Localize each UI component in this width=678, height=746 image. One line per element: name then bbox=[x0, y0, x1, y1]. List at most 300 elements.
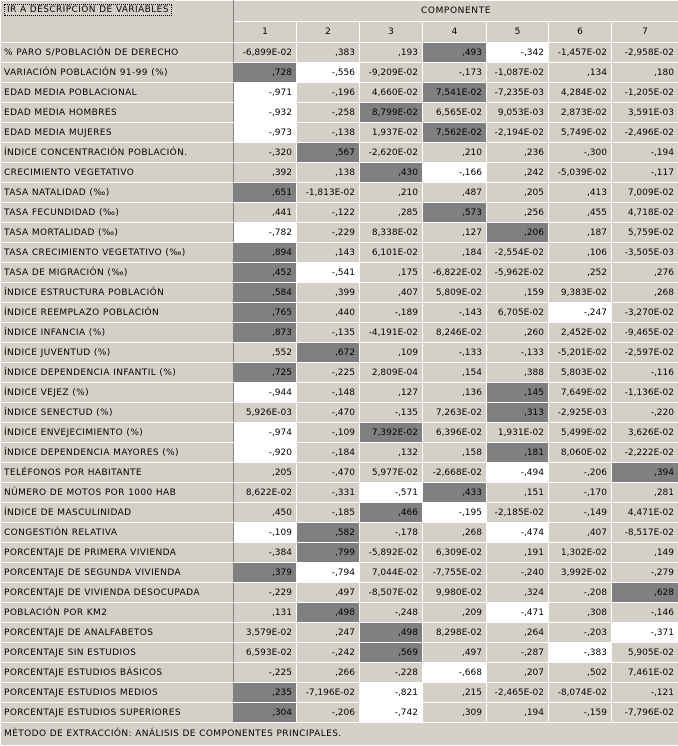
table-cell[interactable]: ,266 bbox=[297, 663, 360, 683]
table-cell[interactable]: 5,759E-02 bbox=[612, 223, 678, 243]
table-cell[interactable]: -2,185E-02 bbox=[487, 503, 549, 523]
table-cell[interactable]: -,135 bbox=[297, 323, 360, 343]
table-cell[interactable]: 4,471E-02 bbox=[612, 503, 678, 523]
table-cell[interactable]: -2,597E-02 bbox=[612, 343, 678, 363]
table-cell[interactable]: -,189 bbox=[360, 303, 423, 323]
column-header: 3 bbox=[360, 22, 423, 43]
table-cell[interactable]: ,175 bbox=[360, 263, 423, 283]
table-cell[interactable]: 2,452E-02 bbox=[549, 323, 612, 343]
table-cell[interactable]: ,247 bbox=[297, 623, 360, 643]
table-cell[interactable]: -2,194E-02 bbox=[487, 123, 549, 143]
table-cell[interactable]: 3,992E-02 bbox=[549, 563, 612, 583]
table-cell[interactable]: -1,136E-02 bbox=[612, 383, 678, 403]
table-cell[interactable]: ,430 bbox=[360, 163, 423, 183]
table-cell[interactable]: ,502 bbox=[549, 663, 612, 683]
table-cell[interactable]: ,394 bbox=[612, 463, 678, 483]
row-label: TASA FECUNDIDAD (‰) bbox=[1, 203, 234, 223]
table-cell[interactable]: ,210 bbox=[423, 143, 487, 163]
table-cell[interactable]: ,184 bbox=[423, 243, 487, 263]
row-label: ÍNDICE ESTRUCTURA POBLACIÓN bbox=[1, 283, 234, 303]
table-cell[interactable]: ,151 bbox=[487, 483, 549, 503]
column-header: 1 bbox=[234, 22, 297, 43]
table-cell[interactable]: ,194 bbox=[487, 703, 549, 723]
table-cell[interactable]: ,493 bbox=[423, 43, 487, 63]
table-row bbox=[1, 143, 678, 163]
table-row bbox=[1, 703, 678, 723]
table-cell[interactable]: ,433 bbox=[423, 483, 487, 503]
table-cell[interactable]: -,185 bbox=[297, 503, 360, 523]
table-cell[interactable]: 6,101E-02 bbox=[360, 243, 423, 263]
row-label: ÍNDICE DE MASCULINIDAD bbox=[1, 503, 234, 523]
row-label: EDAD MEDIA MUJERES bbox=[1, 123, 234, 143]
table-cell[interactable]: -1,205E-02 bbox=[612, 83, 678, 103]
table-cell[interactable]: -,300 bbox=[549, 143, 612, 163]
table-cell[interactable]: -5,962E-02 bbox=[487, 263, 549, 283]
table-cell[interactable]: ,127 bbox=[423, 223, 487, 243]
table-row bbox=[1, 323, 678, 343]
table-row bbox=[1, 643, 678, 663]
table-cell[interactable]: -,920 bbox=[234, 443, 297, 463]
table-cell[interactable]: -6,822E-02 bbox=[423, 263, 487, 283]
table-cell[interactable]: -,248 bbox=[360, 603, 423, 623]
table-row bbox=[1, 83, 678, 103]
variable-description-link[interactable] bbox=[1, 1, 234, 43]
table-row bbox=[1, 223, 678, 243]
table-cell[interactable]: ,210 bbox=[360, 183, 423, 203]
table-cell[interactable]: ,407 bbox=[360, 283, 423, 303]
table-cell[interactable]: 5,926E-03 bbox=[234, 403, 297, 423]
table-cell[interactable]: ,383 bbox=[297, 43, 360, 63]
table-cell[interactable]: ,260 bbox=[487, 323, 549, 343]
table-cell[interactable]: 8,298E-02 bbox=[423, 623, 487, 643]
table-cell[interactable]: 6,396E-02 bbox=[423, 423, 487, 443]
table-cell[interactable]: -,258 bbox=[297, 103, 360, 123]
table-cell[interactable]: -,342 bbox=[487, 43, 549, 63]
table-cell[interactable]: 5,905E-02 bbox=[612, 643, 678, 663]
table-cell[interactable]: ,651 bbox=[234, 183, 297, 203]
table-cell[interactable]: -8,517E-02 bbox=[612, 523, 678, 543]
table-cell[interactable]: ,407 bbox=[549, 523, 612, 543]
table-cell[interactable]: -8,507E-02 bbox=[360, 583, 423, 603]
table-cell[interactable]: ,281 bbox=[612, 483, 678, 503]
table-cell[interactable]: ,584 bbox=[234, 283, 297, 303]
row-label: PORCENTAJE ESTUDIOS MEDIOS bbox=[1, 683, 234, 703]
row-label: PORCENTAJE ESTUDIOS BÁSICOS bbox=[1, 663, 234, 683]
row-label: PORCENTAJE DE VIVIENDA DESOCUPADA bbox=[1, 583, 234, 603]
table-cell[interactable]: -,159 bbox=[549, 703, 612, 723]
table-cell[interactable]: -,206 bbox=[297, 703, 360, 723]
table-cell[interactable]: ,392 bbox=[234, 163, 297, 183]
table-cell[interactable]: ,131 bbox=[234, 603, 297, 623]
table-cell[interactable]: -,974 bbox=[234, 423, 297, 443]
row-label: ÍNDICE JUVENTUD (%) bbox=[1, 343, 234, 363]
table-cell[interactable]: -,228 bbox=[360, 663, 423, 683]
table-cell[interactable]: -7,235E-03 bbox=[487, 83, 549, 103]
row-label: NÚMERO DE MOTOS POR 1000 HAB bbox=[1, 483, 234, 503]
table-cell[interactable]: ,569 bbox=[360, 643, 423, 663]
table-cell[interactable]: 5,803E-02 bbox=[549, 363, 612, 383]
table-row bbox=[1, 563, 678, 583]
row-label: TASA NATALIDAD (‰) bbox=[1, 183, 234, 203]
table-cell[interactable]: ,388 bbox=[487, 363, 549, 383]
table-row bbox=[1, 423, 678, 443]
table-cell[interactable]: 2,809E-04 bbox=[360, 363, 423, 383]
table-cell[interactable]: -,148 bbox=[297, 383, 360, 403]
table-cell[interactable]: -,944 bbox=[234, 383, 297, 403]
table-cell[interactable]: -,973 bbox=[234, 123, 297, 143]
table-cell[interactable]: ,498 bbox=[297, 603, 360, 623]
table-cell[interactable]: ,132 bbox=[360, 443, 423, 463]
table-cell[interactable]: -,146 bbox=[612, 603, 678, 623]
table-cell[interactable]: -7,755E-02 bbox=[423, 563, 487, 583]
table-cell[interactable]: ,497 bbox=[297, 583, 360, 603]
table-cell[interactable]: ,193 bbox=[360, 43, 423, 63]
table-cell[interactable]: -,474 bbox=[487, 523, 549, 543]
table-cell[interactable]: -7,796E-02 bbox=[612, 703, 678, 723]
table-cell[interactable]: ,894 bbox=[234, 243, 297, 263]
table-cell[interactable]: ,765 bbox=[234, 303, 297, 323]
table-cell[interactable]: 8,246E-02 bbox=[423, 323, 487, 343]
table-row bbox=[1, 383, 678, 403]
row-label: TASA MORTALIDAD (‰) bbox=[1, 223, 234, 243]
table-cell[interactable]: -,203 bbox=[549, 623, 612, 643]
table-cell[interactable]: 7,562E-02 bbox=[423, 123, 487, 143]
table-cell[interactable]: -2,465E-02 bbox=[487, 683, 549, 703]
table-cell[interactable]: -,470 bbox=[297, 463, 360, 483]
table-cell[interactable]: 7,263E-02 bbox=[423, 403, 487, 423]
table-cell[interactable]: -,184 bbox=[297, 443, 360, 463]
table-cell[interactable]: 1,937E-02 bbox=[360, 123, 423, 143]
table-cell[interactable]: -,109 bbox=[297, 423, 360, 443]
table-cell[interactable]: ,191 bbox=[487, 543, 549, 563]
table-cell[interactable]: ,304 bbox=[234, 703, 297, 723]
table-cell[interactable]: 2,873E-02 bbox=[549, 103, 612, 123]
table-cell[interactable]: ,379 bbox=[234, 563, 297, 583]
table-cell[interactable]: -,279 bbox=[612, 563, 678, 583]
table-cell[interactable]: -,170 bbox=[549, 483, 612, 503]
column-header: 7 bbox=[612, 22, 678, 43]
table-cell[interactable]: -2,958E-02 bbox=[612, 43, 678, 63]
table-cell[interactable]: -7,196E-02 bbox=[297, 683, 360, 703]
table-cell[interactable]: 8,338E-02 bbox=[360, 223, 423, 243]
table-cell[interactable]: -,178 bbox=[360, 523, 423, 543]
table-cell[interactable]: 3,579E-02 bbox=[234, 623, 297, 643]
table-cell[interactable]: -,742 bbox=[360, 703, 423, 723]
table-cell[interactable]: 3,626E-02 bbox=[612, 423, 678, 443]
row-label: ÍNDICE SENECTUD (%) bbox=[1, 403, 234, 423]
row-label: PORCENTAJE SIN ESTUDIOS bbox=[1, 643, 234, 663]
row-label: ÍNDICE INFANCIA (%) bbox=[1, 323, 234, 343]
table-cell[interactable]: 5,977E-02 bbox=[360, 463, 423, 483]
table-cell[interactable]: 6,593E-02 bbox=[234, 643, 297, 663]
table-cell[interactable]: 7,541E-02 bbox=[423, 83, 487, 103]
table-cell[interactable]: ,452 bbox=[234, 263, 297, 283]
table-cell[interactable]: -2,222E-02 bbox=[612, 443, 678, 463]
row-label: ÍNDICE REEMPLAZO POBLACIÓN bbox=[1, 303, 234, 323]
column-header: 5 bbox=[487, 22, 549, 43]
table-cell[interactable]: -2,668E-02 bbox=[423, 463, 487, 483]
table-row bbox=[1, 463, 678, 483]
table-cell[interactable]: -,556 bbox=[297, 63, 360, 83]
table-cell[interactable]: ,235 bbox=[234, 683, 297, 703]
table-cell[interactable]: ,158 bbox=[423, 443, 487, 463]
table-cell[interactable]: ,268 bbox=[612, 283, 678, 303]
table-cell[interactable]: 4,718E-02 bbox=[612, 203, 678, 223]
table-cell[interactable]: ,324 bbox=[487, 583, 549, 603]
table-cell[interactable]: ,187 bbox=[549, 223, 612, 243]
table-cell[interactable]: -,471 bbox=[487, 603, 549, 623]
table-cell[interactable]: ,127 bbox=[360, 383, 423, 403]
table-cell[interactable]: ,149 bbox=[612, 543, 678, 563]
table-cell[interactable]: ,552 bbox=[234, 343, 297, 363]
table-cell[interactable]: 1,302E-02 bbox=[549, 543, 612, 563]
table-row bbox=[1, 503, 678, 523]
table-cell[interactable]: ,487 bbox=[423, 183, 487, 203]
table-cell[interactable]: -,384 bbox=[234, 543, 297, 563]
table-cell[interactable]: -,149 bbox=[549, 503, 612, 523]
component-header: COMPONENTE bbox=[234, 1, 678, 22]
table-row bbox=[1, 123, 678, 143]
table-row bbox=[1, 43, 678, 63]
table-cell[interactable]: ,180 bbox=[612, 63, 678, 83]
table-cell[interactable]: ,309 bbox=[423, 703, 487, 723]
table-cell[interactable]: ,399 bbox=[297, 283, 360, 303]
table-row bbox=[1, 103, 678, 123]
table-row bbox=[1, 523, 678, 543]
table-cell[interactable]: -,240 bbox=[487, 563, 549, 583]
table-cell[interactable]: -,121 bbox=[612, 683, 678, 703]
table-cell[interactable]: -,541 bbox=[297, 263, 360, 283]
table-cell[interactable]: ,106 bbox=[549, 243, 612, 263]
table-cell[interactable]: ,728 bbox=[234, 63, 297, 83]
table-cell[interactable]: ,242 bbox=[487, 163, 549, 183]
table-cell[interactable]: ,725 bbox=[234, 363, 297, 383]
table-cell[interactable]: 5,499E-02 bbox=[549, 423, 612, 443]
table-cell[interactable]: ,264 bbox=[487, 623, 549, 643]
table-cell[interactable]: -,173 bbox=[423, 63, 487, 83]
table-cell[interactable]: -,225 bbox=[234, 663, 297, 683]
table-cell[interactable]: -,794 bbox=[297, 563, 360, 583]
table-cell[interactable]: ,497 bbox=[423, 643, 487, 663]
table-cell[interactable]: 6,309E-02 bbox=[423, 543, 487, 563]
table-cell[interactable]: 1,931E-02 bbox=[487, 423, 549, 443]
table-cell[interactable]: -,116 bbox=[612, 363, 678, 383]
table-cell[interactable]: ,209 bbox=[423, 603, 487, 623]
table-cell[interactable]: 8,622E-02 bbox=[234, 483, 297, 503]
table-cell[interactable]: ,567 bbox=[297, 143, 360, 163]
table-cell[interactable]: -1,813E-02 bbox=[297, 183, 360, 203]
table-cell[interactable]: -,225 bbox=[297, 363, 360, 383]
table-cell[interactable]: -,135 bbox=[360, 403, 423, 423]
table-cell[interactable]: -3,270E-02 bbox=[612, 303, 678, 323]
table-cell[interactable]: ,466 bbox=[360, 503, 423, 523]
row-label: ÍNDICE CONCENTRACIÓN POBLACIÓN. bbox=[1, 143, 234, 163]
table-cell[interactable]: 9,980E-02 bbox=[423, 583, 487, 603]
table-cell[interactable]: -,287 bbox=[487, 643, 549, 663]
row-label: PORCENTAJE ESTUDIOS SUPERIORES bbox=[1, 703, 234, 723]
table-cell[interactable]: ,455 bbox=[549, 203, 612, 223]
table-cell[interactable]: ,215 bbox=[423, 683, 487, 703]
table-cell[interactable]: -,821 bbox=[360, 683, 423, 703]
table-cell[interactable]: -,320 bbox=[234, 143, 297, 163]
table-cell[interactable]: ,134 bbox=[549, 63, 612, 83]
table-cell[interactable]: ,450 bbox=[234, 503, 297, 523]
table-cell[interactable]: -,133 bbox=[423, 343, 487, 363]
table-row bbox=[1, 583, 678, 603]
table-cell[interactable]: -2,620E-02 bbox=[360, 143, 423, 163]
table-cell[interactable]: -,117 bbox=[612, 163, 678, 183]
table-cell[interactable]: 7,044E-02 bbox=[360, 563, 423, 583]
table-row bbox=[1, 183, 678, 203]
table-cell[interactable]: ,285 bbox=[360, 203, 423, 223]
row-label: ÍNDICE ENVEJECIMIENTO (%) bbox=[1, 423, 234, 443]
table-cell[interactable]: -,122 bbox=[297, 203, 360, 223]
extraction-method-footer: MÉTODO DE EXTRACCIÓN: ANÁLISIS DE COMPONENTES PRINCIPALES. bbox=[1, 723, 678, 746]
table-cell[interactable]: -,208 bbox=[549, 583, 612, 603]
table-cell[interactable]: 6,565E-02 bbox=[423, 103, 487, 123]
table-cell[interactable]: ,145 bbox=[487, 383, 549, 403]
table-cell[interactable]: -,138 bbox=[297, 123, 360, 143]
row-label: TASA CRECIMIENTO VEGETATIVO (‰) bbox=[1, 243, 234, 263]
table-cell[interactable]: ,308 bbox=[549, 603, 612, 623]
table-cell[interactable]: ,582 bbox=[297, 523, 360, 543]
table-cell[interactable]: ,181 bbox=[487, 443, 549, 463]
table-cell[interactable]: ,573 bbox=[423, 203, 487, 223]
table-cell[interactable]: -3,505E-03 bbox=[612, 243, 678, 263]
table-row bbox=[1, 663, 678, 683]
table-cell[interactable]: 5,809E-02 bbox=[423, 283, 487, 303]
row-label: VARIACIÓN POBLACIÓN 91-99 (%) bbox=[1, 63, 234, 83]
table-cell[interactable]: -,971 bbox=[234, 83, 297, 103]
table-row bbox=[1, 403, 678, 423]
table-cell[interactable]: ,440 bbox=[297, 303, 360, 323]
table-cell[interactable]: -1,457E-02 bbox=[549, 43, 612, 63]
table-cell[interactable]: -,470 bbox=[297, 403, 360, 423]
table-cell[interactable]: 3,591E-03 bbox=[612, 103, 678, 123]
table-cell[interactable]: -,371 bbox=[612, 623, 678, 643]
table-cell[interactable]: -,331 bbox=[297, 483, 360, 503]
table-cell[interactable]: -,571 bbox=[360, 483, 423, 503]
table-cell[interactable]: -,194 bbox=[612, 143, 678, 163]
table-cell[interactable]: ,276 bbox=[612, 263, 678, 283]
table-cell[interactable]: -5,201E-02 bbox=[549, 343, 612, 363]
table-cell[interactable]: -,196 bbox=[297, 83, 360, 103]
row-label: ÍNDICE DEPENDENCIA INFANTIL (%) bbox=[1, 363, 234, 383]
table-cell[interactable]: 7,649E-02 bbox=[549, 383, 612, 403]
table-cell[interactable]: ,205 bbox=[487, 183, 549, 203]
table-cell[interactable]: -2,554E-02 bbox=[487, 243, 549, 263]
table-row bbox=[1, 543, 678, 563]
row-label: CRECIMIENTO VEGETATIVO bbox=[1, 163, 234, 183]
row-label: PORCENTAJE DE SEGUNDA VIVIENDA bbox=[1, 563, 234, 583]
table-cell[interactable]: -9,465E-02 bbox=[612, 323, 678, 343]
row-label: EDAD MEDIA HOMBRES bbox=[1, 103, 234, 123]
table-cell[interactable]: -,206 bbox=[549, 463, 612, 483]
table-cell[interactable]: -,143 bbox=[423, 303, 487, 323]
table-cell[interactable]: -1,087E-02 bbox=[487, 63, 549, 83]
table-cell[interactable]: -,229 bbox=[234, 583, 297, 603]
table-cell[interactable]: ,109 bbox=[360, 343, 423, 363]
table-cell[interactable]: ,498 bbox=[360, 623, 423, 643]
table-row bbox=[1, 303, 678, 323]
table-cell[interactable]: ,672 bbox=[297, 343, 360, 363]
table-cell[interactable]: 7,461E-02 bbox=[612, 663, 678, 683]
table-cell[interactable]: 8,799E-02 bbox=[360, 103, 423, 123]
table-row bbox=[1, 623, 678, 643]
corner-label[interactable]: IR A DESCRIPCIÓN DE VARIABLES bbox=[4, 4, 172, 16]
row-label: PORCENTAJE DE ANALFABETOS bbox=[1, 623, 234, 643]
table-cell[interactable]: ,159 bbox=[487, 283, 549, 303]
table-cell[interactable]: 9,053E-03 bbox=[487, 103, 549, 123]
table-cell[interactable]: 4,284E-02 bbox=[549, 83, 612, 103]
table-cell[interactable]: ,143 bbox=[297, 243, 360, 263]
table-cell[interactable]: -6,899E-02 bbox=[234, 43, 297, 63]
table-cell[interactable]: ,799 bbox=[297, 543, 360, 563]
table-cell[interactable]: -2,925E-03 bbox=[549, 403, 612, 423]
table-cell[interactable]: -,383 bbox=[549, 643, 612, 663]
table-cell[interactable]: ,207 bbox=[487, 663, 549, 683]
table-body bbox=[1, 43, 678, 723]
table-cell[interactable]: ,205 bbox=[234, 463, 297, 483]
table-cell[interactable]: -4,191E-02 bbox=[360, 323, 423, 343]
table-cell[interactable]: ,136 bbox=[423, 383, 487, 403]
table-cell[interactable]: -9,209E-02 bbox=[360, 63, 423, 83]
table-cell[interactable]: 6,705E-02 bbox=[487, 303, 549, 323]
table-cell[interactable]: ,138 bbox=[297, 163, 360, 183]
table-cell[interactable]: -,242 bbox=[297, 643, 360, 663]
table-cell[interactable]: 9,383E-02 bbox=[549, 283, 612, 303]
table-cell[interactable]: ,256 bbox=[487, 203, 549, 223]
table-cell[interactable]: -,220 bbox=[612, 403, 678, 423]
table-cell[interactable]: -,195 bbox=[423, 503, 487, 523]
row-label: POBLACIÓN POR KM2 bbox=[1, 603, 234, 623]
table-cell[interactable]: -,229 bbox=[297, 223, 360, 243]
table-cell[interactable]: 8,060E-02 bbox=[549, 443, 612, 463]
table-cell[interactable]: -,247 bbox=[549, 303, 612, 323]
table-cell[interactable]: ,268 bbox=[423, 523, 487, 543]
row-label: PORCENTAJE DE PRIMERA VIVIENDA bbox=[1, 543, 234, 563]
table-row bbox=[1, 443, 678, 463]
table-cell[interactable]: -,782 bbox=[234, 223, 297, 243]
table-cell[interactable]: ,252 bbox=[549, 263, 612, 283]
table-cell[interactable]: -8,074E-02 bbox=[549, 683, 612, 703]
table-cell[interactable]: -,109 bbox=[234, 523, 297, 543]
table-cell[interactable]: -5,892E-02 bbox=[360, 543, 423, 563]
table-cell[interactable]: 7,392E-02 bbox=[360, 423, 423, 443]
table-cell[interactable]: 4,660E-02 bbox=[360, 83, 423, 103]
table-cell[interactable]: 7,009E-02 bbox=[612, 183, 678, 203]
table-cell[interactable]: -5,039E-02 bbox=[549, 163, 612, 183]
table-cell[interactable]: ,206 bbox=[487, 223, 549, 243]
table-cell[interactable]: -,932 bbox=[234, 103, 297, 123]
table-cell[interactable]: -,166 bbox=[423, 163, 487, 183]
table-cell[interactable]: ,413 bbox=[549, 183, 612, 203]
table-cell[interactable]: -,494 bbox=[487, 463, 549, 483]
table-cell[interactable]: ,628 bbox=[612, 583, 678, 603]
table-cell[interactable]: ,236 bbox=[487, 143, 549, 163]
table-cell[interactable]: ,873 bbox=[234, 323, 297, 343]
row-label: CONGESTIÓN RELATIVA bbox=[1, 523, 234, 543]
table-cell[interactable]: ,154 bbox=[423, 363, 487, 383]
table-cell[interactable]: -,133 bbox=[487, 343, 549, 363]
table-cell[interactable]: ,313 bbox=[487, 403, 549, 423]
row-label: EDAD MEDIA POBLACIONAL bbox=[1, 83, 234, 103]
table-row bbox=[1, 363, 678, 383]
table-cell[interactable]: -2,496E-02 bbox=[612, 123, 678, 143]
table-cell[interactable]: -,668 bbox=[423, 663, 487, 683]
table-cell[interactable]: ,441 bbox=[234, 203, 297, 223]
table-cell[interactable]: 5,749E-02 bbox=[549, 123, 612, 143]
